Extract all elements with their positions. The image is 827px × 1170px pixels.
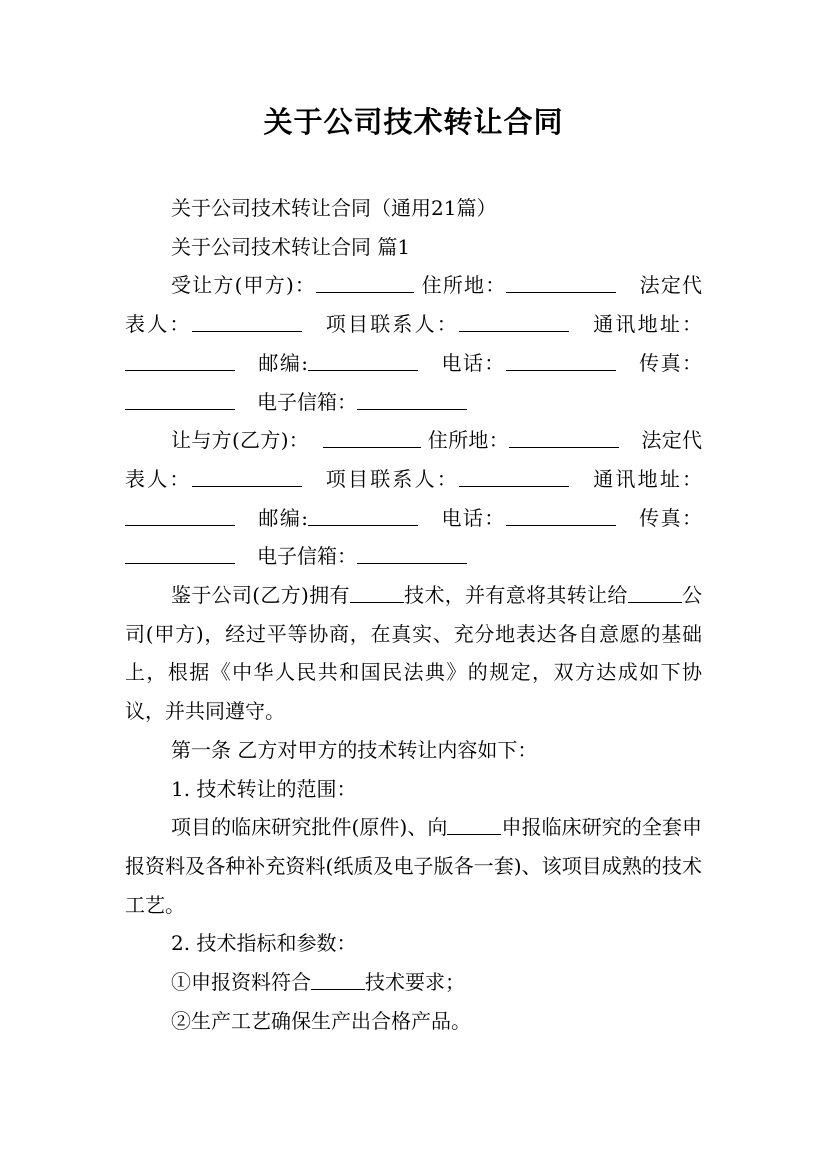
item-2-title: 2. 技术指标和参数： (171, 931, 357, 956)
party-a-fax-label: 传真： (637, 350, 702, 375)
party-b-contact-label: 项目联系人： (323, 466, 460, 491)
blank-line (357, 391, 467, 410)
item-1-text-2: 申报临床研究的全套申报资料及各种补充资料(纸质及电子版各一套)、该项目成熟的技术工艺。 (125, 815, 703, 917)
party-b-email-label: 电子信箱： (257, 544, 357, 569)
party-a-postcode-label: 邮编: (257, 350, 309, 375)
item-2-a-text-2: 技术要求； (365, 970, 465, 995)
party-a-block (125, 266, 702, 421)
party-b-postcode-label: 邮编: (257, 505, 309, 530)
item-2-b: ②生产工艺确保生产出合格产品。 (171, 1008, 471, 1033)
article-1-heading: 第一条 乙方对甲方的技术转让内容如下： (171, 737, 538, 762)
item-1-title: 1. 技术转让的范围： (171, 776, 357, 801)
section-heading: 关于公司技术转让合同 篇1 (171, 234, 411, 259)
blank-line (459, 468, 569, 487)
blank-line (192, 313, 302, 332)
subtitle: 关于公司技术转让合同（通用21篇） (171, 196, 497, 220)
blank-line (311, 971, 365, 990)
party-a-contact-label: 项目联系人： (323, 312, 460, 337)
blank-line (357, 545, 467, 564)
party-a-mail-address-label: 通讯地址： (591, 312, 703, 337)
blank-line (323, 429, 421, 448)
blank-line (506, 507, 616, 526)
party-a-legal-rep-label: 法定代表人： (125, 273, 703, 337)
preamble-text-2: 技术，并有意将其转让给 (403, 583, 628, 608)
blank-line (316, 274, 414, 293)
item-2-a (125, 963, 702, 1002)
document-body (125, 189, 702, 1040)
party-b-fax-label: 传真： (637, 505, 702, 530)
blank-line (192, 468, 302, 487)
preamble-text-1: 鉴于公司(乙方)拥有 (171, 583, 350, 608)
item-1-body (125, 808, 702, 924)
blank-line (506, 274, 616, 293)
blank-line (506, 352, 616, 371)
blank-line (350, 584, 404, 603)
party-a-email-label: 电子信箱： (257, 389, 357, 414)
blank-line (125, 391, 235, 410)
blank-line (308, 507, 418, 526)
blank-line (459, 313, 569, 332)
blank-line (447, 816, 501, 835)
party-b-address-label: 住所地： (427, 428, 510, 453)
party-b-legal-rep-label: 法定代表人： (125, 428, 703, 491)
blank-line (125, 545, 235, 564)
document-title: 关于公司技术转让合同 (263, 105, 564, 139)
blank-line (125, 352, 235, 371)
preamble-text-3: 公司(甲方)，经过平等协商，在真实、充分地表达各自意愿的基础上，根据《中华人民共和国民法典》的规定，双方达成如下协议，并共同遵守。 (125, 583, 703, 724)
party-a-phone-label: 电话： (440, 350, 506, 375)
blank-line (628, 584, 682, 603)
party-b-block (125, 421, 702, 576)
party-b-phone-label: 电话： (440, 505, 506, 530)
item-2-a-text-1: ①申报资料符合 (171, 970, 311, 995)
party-b-label: 让与方(乙方)： (171, 428, 310, 453)
item-1-text-1: 项目的临床研究批件(原件)、向 (171, 815, 448, 840)
party-a-address-label: 住所地： (421, 273, 507, 298)
blank-line (509, 429, 619, 448)
blank-line (125, 507, 235, 526)
blank-line (308, 352, 418, 371)
party-a-label: 受让方(甲方)： (171, 273, 317, 298)
preamble-paragraph (125, 576, 702, 731)
party-b-mail-address-label: 通讯地址： (591, 466, 703, 491)
